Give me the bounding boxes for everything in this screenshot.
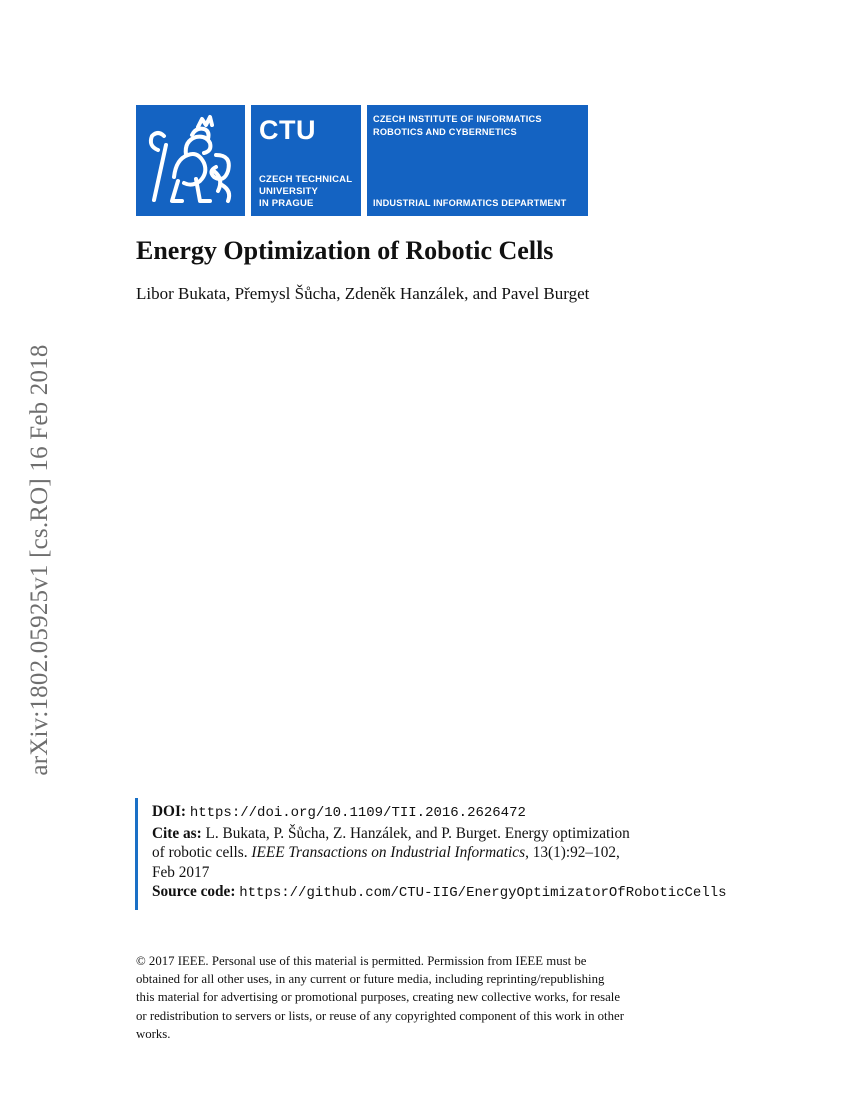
ciirc-logo bbox=[367, 105, 588, 216]
cite-label: Cite as: bbox=[152, 824, 202, 842]
cite-line-3: Feb 2017 bbox=[152, 863, 210, 881]
copyright-line-3: this material for advertising or promotional purposes, creating new collective works, for resale bbox=[136, 990, 620, 1005]
copyright-line-2: obtained for all other uses, in any current or future media, including reprinting/republishing bbox=[136, 972, 605, 987]
ciirc-name-line-2: ROBOTICS AND CYBERNETICS bbox=[373, 127, 517, 137]
cite-line-1 bbox=[152, 824, 777, 844]
ctu-full-name bbox=[259, 174, 352, 210]
ctu-lion-logo bbox=[136, 105, 245, 216]
source-line bbox=[152, 882, 777, 904]
cite-text-2a: of robotic cells. bbox=[152, 844, 252, 861]
copyright-line-5: works. bbox=[136, 1026, 171, 1041]
doi-line bbox=[152, 802, 777, 824]
department-name: INDUSTRIAL INFORMATICS DEPARTMENT bbox=[373, 198, 567, 208]
cite-line-2 bbox=[152, 843, 777, 863]
ctu-name-line-3: IN PRAGUE bbox=[259, 198, 314, 209]
cite-text-2b: , 13(1):92–102, bbox=[525, 844, 620, 861]
ctu-abbreviation: CTU bbox=[259, 115, 316, 145]
ctu-name-line-2: UNIVERSITY bbox=[259, 186, 319, 197]
ctu-name-line-1: CZECH TECHNICAL bbox=[259, 174, 353, 185]
ctu-logo bbox=[251, 105, 361, 216]
copyright-line-1: © 2017 IEEE. Personal use of this material is permitted. Permission from IEEE must be bbox=[136, 954, 587, 968]
ctu-lion-icon bbox=[136, 105, 245, 216]
paper-authors: Libor Bukata, Přemysl Šůcha, Zdeněk Hanzálek, and Pavel Burget bbox=[136, 284, 590, 303]
ciirc-name-line-1: CZECH INSTITUTE OF INFORMATICS bbox=[373, 114, 542, 124]
arxiv-identifier-text: arXiv:1802.05925v1 [cs.RO] 16 Feb 2018 bbox=[26, 344, 53, 776]
ciirc-name bbox=[373, 113, 542, 139]
source-label: Source code: bbox=[152, 883, 236, 900]
cite-journal: IEEE Transactions on Industrial Informatics bbox=[251, 844, 526, 861]
cite-text-1: L. Bukata, P. Šůcha, Z. Hanzálek, and P. Burget. Energy optimization bbox=[205, 824, 630, 842]
doi-link[interactable]: https://doi.org/10.1109/TII.2016.2626472 bbox=[189, 805, 526, 821]
citation-box bbox=[135, 798, 778, 910]
doi-label: DOI: bbox=[152, 803, 186, 820]
source-link[interactable]: https://github.com/CTU-IIG/EnergyOptimizatorOfRoboticCells bbox=[239, 885, 727, 901]
copyright-line-4: or redistribution to servers or lists, or reuse of any copyrighted component of this work in other bbox=[136, 1008, 624, 1023]
paper-title: Energy Optimization of Robotic Cells bbox=[136, 236, 554, 265]
citation-content bbox=[152, 802, 777, 904]
copyright-notice bbox=[136, 952, 736, 1043]
